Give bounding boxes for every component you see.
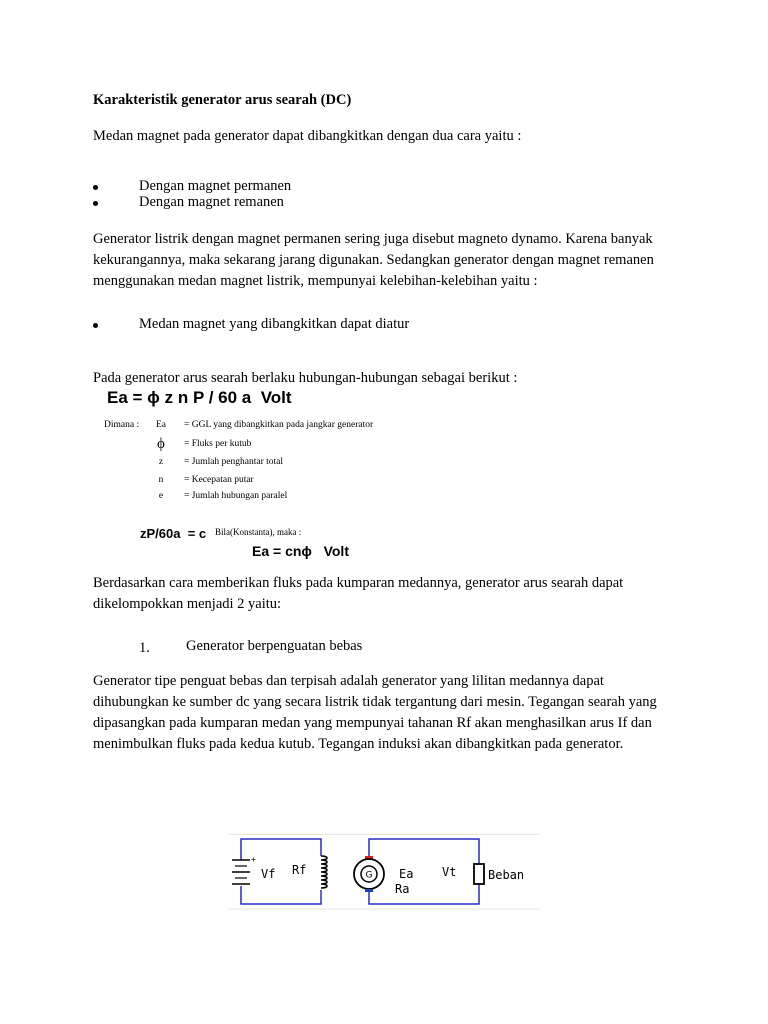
definition-symbol: Ea [155, 420, 167, 430]
document-title: Karakteristik generator arus searah (DC) [93, 92, 352, 108]
definition-desc: = Jumlah penghantar total [184, 457, 284, 467]
definition-desc: = Jumlah hubungan paralel [184, 491, 288, 501]
definition-desc: = Fluks per kutub [184, 439, 252, 449]
ra-label: Ra [395, 882, 410, 896]
paragraph-classification: Berdasarkan cara memberikan fluks pada kumparan medannya, generator arus searah dapat dikelompokkan menjadi 2 yaitu: [93, 575, 624, 612]
load-label: Beban [488, 868, 525, 882]
paragraph-separately-excited: Generator tipe penguat bebas dan terpisah adalah generator yang lilitan medannya dapat dihubungkan ke sumber dc yang secara listrik tidak tergantung dari mesin. Tegangan searah yang dipasangkan pada kumparan medan yang mempunyai tahanan Rf akan menghasilkan arus If dan menimbulkan fluks pada kedua kutub. Tegangan induksi akan dibangkitkan pada generator. [93, 673, 657, 752]
definition-symbol: z [158, 457, 164, 467]
definitions-label: Dimana : [104, 420, 140, 430]
bullet-icon [93, 323, 98, 328]
vf-label: Vf [261, 867, 276, 881]
definition-symbol: n [158, 475, 164, 485]
definition-desc: = Kecepatan putar [184, 475, 254, 485]
ea-label: Ea [399, 867, 414, 881]
formula-constant-note: Bila(Konstanta), maka : [215, 527, 302, 537]
vt-label: Vt [442, 865, 457, 879]
paragraph-magnet: Generator listrik dengan magnet permanen sering juga disebut magneto dynamo. Karena banyak kekurangannya, maka sekarang jarang digunakan. Sedangkan generator dengan magnet remanen menggunakan medan magnet listrik, mempunyai kelebihan-kelebihan yaitu : [93, 231, 654, 289]
definition-symbol: e [158, 491, 164, 501]
intro-text: Medan magnet pada generator dapat dibangkitkan dengan dua cara yaitu : [93, 128, 522, 144]
generator-symbol-label: G [365, 870, 373, 881]
load-resistor-icon [474, 864, 484, 884]
battery-plus-label: + [251, 855, 256, 864]
bullet-icon [93, 201, 98, 206]
formula-constant: zP/60a = c [140, 526, 207, 541]
formula-result: Ea = cnϕ Volt [252, 543, 349, 559]
rf-label: Rf [292, 863, 307, 877]
bullet-icon [93, 185, 98, 190]
numbered-item-label: Generator berpenguatan bebas [186, 638, 363, 654]
formula-ea: Ea = ϕ z n P / 60 a Volt [107, 388, 292, 407]
numbered-item-number: 1. [139, 640, 150, 656]
relation-intro: Pada generator arus searah berlaku hubungan-hubungan sebagai berikut : [93, 370, 518, 386]
circuit-diagram [229, 834, 539, 910]
definition-symbol: ϕ [157, 436, 165, 452]
definition-desc: = GGL yang dibangkitkan pada jangkar generator [184, 420, 374, 430]
